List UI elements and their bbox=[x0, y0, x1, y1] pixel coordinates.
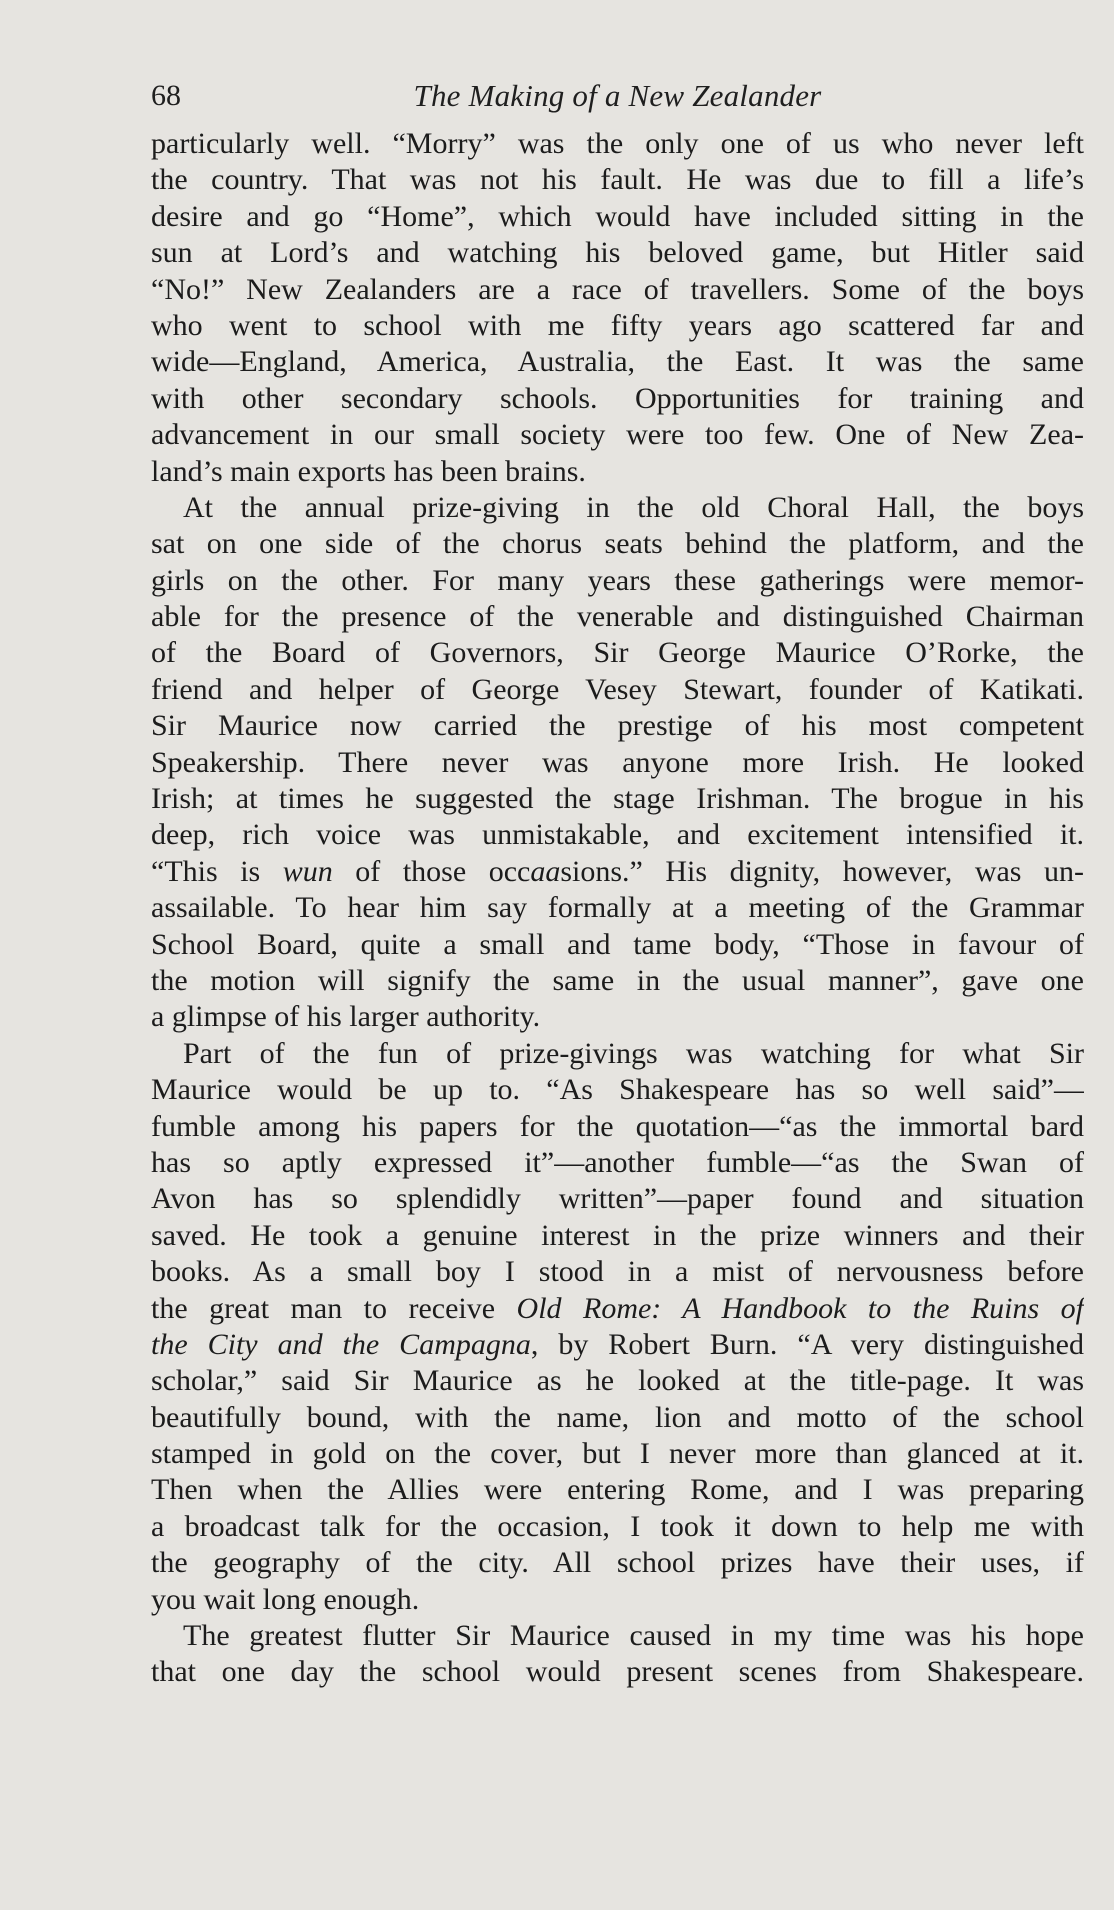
text-line: saved. He took a genuine interest in the prize winners and their bbox=[151, 1218, 1084, 1252]
text-line: a broadcast talk for the occasion, I took it down to help me with bbox=[151, 1509, 1084, 1543]
text-line-mixed bbox=[151, 1291, 1084, 1327]
text-line: the geography of the city. All school prizes have their uses, if bbox=[151, 1546, 1084, 1580]
text-line: sun at Lord’s and watching his beloved game, but Hitler said bbox=[151, 236, 1084, 270]
running-title: The Making of a New Zealander bbox=[413, 78, 822, 113]
text-line: books. As a small boy I stood in a mist of nervousness before bbox=[151, 1255, 1084, 1289]
text-run: of those occ bbox=[332, 854, 531, 888]
text-line: wide—England, America, Australia, the East. It was the same bbox=[151, 345, 1084, 379]
text-line: stamped in gold on the cover, but I never more than glanced at it. bbox=[151, 1437, 1084, 1471]
text-line-mixed bbox=[151, 1327, 1084, 1363]
italic-run: Old Rome: A Handbook to the Ruins of bbox=[516, 1291, 1084, 1325]
text-line: with other secondary schools. Opportunities for training and bbox=[151, 381, 1084, 415]
text-run: “This is bbox=[151, 854, 283, 888]
italic-run: the City and the Campagna bbox=[151, 1327, 531, 1361]
text-line: a glimpse of his larger authority. bbox=[151, 1000, 541, 1034]
text-line: land’s main exports has been brains. bbox=[151, 454, 586, 488]
text-run: the great man to receive bbox=[151, 1291, 517, 1325]
text-line: deep, rich voice was unmistakable, and excitement intensified it. bbox=[151, 818, 1084, 852]
text-line: Speakership. There never was anyone more Irish. He looked bbox=[151, 745, 1084, 779]
text-line: girls on the other. For many years these gatherings were memor- bbox=[151, 563, 1084, 597]
text-line: friend and helper of George Vesey Stewart, founder of Katikati. bbox=[151, 672, 1084, 706]
text-line: you wait long enough. bbox=[151, 1582, 420, 1616]
text-line: advancement in our small society were too few. One of New Zea- bbox=[151, 418, 1084, 452]
text-line: sat on one side of the chorus seats behind the platform, and the bbox=[151, 527, 1084, 561]
text-line: At the annual prize-giving in the old Choral Hall, the boys bbox=[183, 490, 1084, 524]
text-line: Then when the Allies were entering Rome, and I was preparing bbox=[151, 1473, 1084, 1507]
text-line: has so aptly expressed it”—another fumble—“as the Swan of bbox=[151, 1145, 1084, 1179]
body-text bbox=[151, 126, 1084, 1691]
text-line: scholar,” said Sir Maurice as he looked at the title-page. It was bbox=[151, 1364, 1084, 1398]
text-line: “No!” New Zealanders are a race of travellers. Some of the boys bbox=[151, 272, 1084, 306]
text-run: sions.” His dignity, however, was un- bbox=[560, 854, 1084, 888]
text-line-mixed bbox=[151, 854, 1084, 890]
text-line: Avon has so splendidly written”—paper found and situation bbox=[151, 1182, 1084, 1216]
text-line: desire and go “Home”, which would have included sitting in the bbox=[151, 199, 1084, 233]
text-line: that one day the school would present scenes from Shakespeare. bbox=[151, 1655, 1084, 1689]
text-line: fumble among his papers for the quotation—“as the immortal bard bbox=[151, 1109, 1084, 1143]
text-line: the country. That was not his fault. He was due to fill a life’s bbox=[151, 163, 1084, 197]
italic-run: wun bbox=[282, 854, 333, 888]
text-line: Maurice would be up to. “As Shakespeare has so well said”— bbox=[151, 1073, 1084, 1107]
text-line: assailable. To hear him say formally at a meeting of the Grammar bbox=[151, 891, 1084, 925]
text-line: able for the presence of the venerable and distinguished Chairman bbox=[151, 600, 1084, 634]
italic-run: aa bbox=[530, 854, 561, 888]
text-line: Irish; at times he suggested the stage Irishman. The brogue in his bbox=[151, 782, 1084, 816]
text-line: who went to school with me fifty years ago scattered far and bbox=[151, 308, 1084, 342]
text-line: particularly well. “Morry” was the only one of us who never left bbox=[151, 127, 1084, 160]
text-line: The greatest flutter Sir Maurice caused in my time was his hope bbox=[183, 1619, 1084, 1653]
text-line: Sir Maurice now carried the prestige of his most competent bbox=[151, 709, 1084, 743]
text-line: beautifully bound, with the name, lion and motto of the school bbox=[151, 1400, 1084, 1434]
text-line: Part of the fun of prize-givings was watching for what Sir bbox=[183, 1036, 1084, 1070]
text-line: the motion will signify the same in the usual manner”, gave one bbox=[151, 963, 1084, 997]
text-line: of the Board of Governors, Sir George Maurice O’Rorke, the bbox=[151, 636, 1084, 670]
text-run: , by Robert Burn. “A very distinguished bbox=[530, 1327, 1084, 1361]
page-header bbox=[151, 72, 1084, 120]
text-line: School Board, quite a small and tame body, “Those in favour of bbox=[151, 927, 1084, 961]
page-number: 68 bbox=[151, 79, 181, 112]
